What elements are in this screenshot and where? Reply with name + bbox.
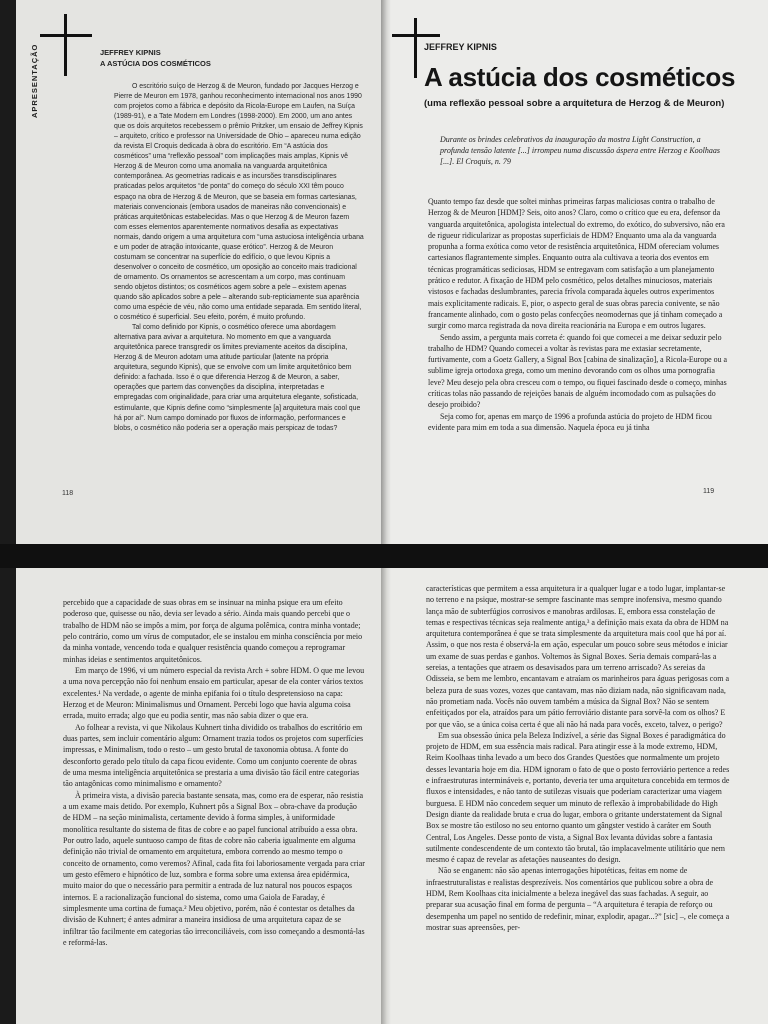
intro-text <box>114 82 364 434</box>
paragraph: À primeira vista, a divisão parecia bastante sensata, mas, como era de esperar, não resistia a um exame mais detido. Por exemplo, Kuhnert pôs a Signal Box – obra-chave da produção de HDM – na seção minimalista, certamente devido à forma simples, à uniformidade monolítica resultante do sistema de fitas de cobre e ao papel funcional atribuído a essa obra. Por outro lado, aquele suntuoso campo de fitas de cobre não caberia igualmente em alguma definição não trivial de ornamento em arquitetura, embora correndo ao mesmo tempo o conceito de ornamento, como veremos? Afinal, cada fita foi laboriosamente vergada para criar um gesto efêmero e hipnótico de luz, sombra e forma sobre uma extensa área epidérmica, muito maior do que o necessário para permitir a entrada de luz natural nos poucos espaços internos. E a racionalização funcional do sistema, como uma Gaiola de Faraday, é simplesmente uma cortina de fumaça.² Meu objetivo, porém, não é contestar os detalhes da divisão de Kuhnert; é antes admirar a maneira insidiosa de uma arquitetura capaz de se infiltrar tão facilmente em categorias tão irreconciliáveis, com isso começando a desmontá-las e reformá-las. <box>63 790 365 947</box>
paragraph: Em sua obsessão única pela Beleza Indizível, a série das Signal Boxes é paradigmática do projeto de HDM, em sua essência mais radical. Para atingir esse à la mode extremo, HDM, Reim Koolhaas tinha levado a um beco dos Grandes Questões que normalmente um projeto desses levantaria hoje em dia. HDM ignoram o fato de que o posto ferroviário pertence a redes e infraestruturas intermináveis e, portanto, deveria ter uma arquitetura concebida em termos de fluxos e intensidades, e não tanto de sutilezas visuais que poderiam caracterizar uma viagem burguesa. E HDM não concedem sequer um minuto de reflexão à improbabilidade do High Design diante da realidade bruta e crua do lugar, embora o gritante understatement da Signal Box se mostre tão estiloso no seu entorno quanto um gângster vestido à caráter em South Central, Los Angeles. Desse ponto de vista, a Signal Box levanta dúvidas sobre a fantasia sutilmente condescendente de um contexto tão brutal, tão implacavelmente utilitário que nem mesmo é capaz de revelar as afetações nauseantes do design. <box>426 730 730 865</box>
paragraph: percebido que a capacidade de suas obras em se insinuar na minha psique era um efeito poderoso que, quisesse ou não, devia ser levado a sério. Ainda mais quando percebi que o trabalho de HDM não se impôs a mim, por força de alguma polêmica, contra minha vontade; pelo contrário, como um vírus de computador, ele se instalou em minha consciência por meio da minha vontade, vencendo toda e qualquer resistência quando começou a reprogramar minhas ideias e sentimentos arquitetônicos. <box>63 598 363 664</box>
epigraph: Durante os brindes celebrativos da inauguração da mostra Light Construction, a profunda tensão latente [...] irrompeu numa discussão áspera entre Herzog e Koolhaas [...]. El Croquis, n. 79 <box>440 135 720 166</box>
cross-mark-right-bar <box>392 34 440 37</box>
author-heading: JEFFREY KIPNIS <box>424 42 497 52</box>
section-label: APRESENTAÇÃO <box>30 43 39 118</box>
paragraph: Em março de 1996, vi um número especial da revista Arch + sobre HDM. O que me levou a uma nova percepção não foi nenhum ensaio em particular, apesar de ela conter vários textos excelentes.¹ Na verdade, o agente de minha epifania foi o título despretensioso na capa: Herzog et de Meuron: Minimalismus und Ornament. Percebi logo que havia alguma coisa errada, muito errada; algo que eu podia sentir, mas não sabia dizer o que era. <box>63 665 365 721</box>
author-small: JEFFREY KIPNIS <box>100 48 161 57</box>
body-text-121 <box>426 583 730 933</box>
paragraph: Ao folhear a revista, vi que Nikolaus Kuhnert tinha dividido os trabalhos do escritório em duas partes, sem incluir comentário algum: Ornament trazia todos os projetos com superfícies impressas, e Minimalism, todo o resto – um gesto brutal de taxonomia obtusa. A fonte do desconforto gerado pelo título da capa ficou evidente. Como um conjunto coerente de obras de uma mesma inteligência arquitetônica se prestaria a uma divisão tão fácil entre categorias tão antagônicas como minimalismo e ornamento? <box>63 722 364 789</box>
intro-paragraph: O escritório suíço de Herzog & de Meuron, fundado por Jacques Herzog e Pierre de Meuron em 1978, ganhou reconhecimento internacional nos anos 1990 com projetos como a fábrica e depósito da Ricola-Europe em Laufen, na Suíça (1989-91), e a Tate Modern em Londres (1998-2000). Em 2000, um ano antes que os dois arquitetos recebessem o prêmio Pritzker, um ensaio de Jeffrey Kipnis – arquiteto, crítico e professor na Universidade de Ohio – apareceu numa edição da revista El Croquis dedicada à obra do escritório. Em “A astúcia dos cosméticos” uma “reflexão pessoal” com implicações mais amplas, Kipnis vê Herzog & de Meuron como uma anomalia na vanguarda arquitetônica contemporânea. As geometrias radicais e as incursões transdisciplinares praticadas pelos arquitetos “de ponta” do começo do século XXI têm pouco espaço na obra de Herzog & de Meuron, que se baseia em formas cartesianas, materiais convencionais (embora usados de maneiras não convencionais) e práticas arquitetônicas estabelecidas. Mas o que Herzog & de Meuron fazem com esses elementos aparentemente normativos desafia as expectativas normais, dando origem a uma arquitetura com “uma astuciosa inteligência urbana e um poder de atração intoxicante, quase erótico”. Herzog & de Meuron costumam se concentrar na superfície do edifício, o que levou Kipnis a desenvolver o conceito de cosmético, um oposição ao conceito mais tradicional de ornamento. Os ornamentos se acrescentam a um corpo, mas continuam sendo objetos distintos; os cosméticos agem sobre a pele – existem apenas quando são aplicados sobre a pele – alterando sub-repticiamente sua aparência como uma espécie de véu, não como uma entidade separada. Em sentido literal, o cosmético é superficial. Seu efeito, porém, é muito profundo. <box>114 83 364 322</box>
scan-separator <box>0 544 768 568</box>
paragraph: Quanto tempo faz desde que soltei minhas primeiras farpas maliciosas contra o trabalho de Herzog & de Meuron [HDM]? Seis, oito anos? Claro, como o crítico que eu era, defensor da vanguarda arquitetônica, apologista intelectual do extremo, do exótico, do subversivo, não era de rigueur ridicularizar as propostas superficiais de HDM? Enquanto uma ala da vanguarda propunha a forma exótica como vetor de resistência arquitetônica, HDM ofereciam volumes cartesianos flagrantemente simples. Enquanto outra ala cultivava a teoria dos eventos em técnicas programáticas sediciosas, HDM se entregavam com satisfação a um planejamento prático e redutor. A fixação de HDM pelo cosmético, pelos detalhes minuciosos, materiais vistosos e fachadas deslumbrantes, parecia frívola comparada àqueles outros experimentos mais explicitamente radicais. E, pior, o aspecto geral de suas obras parecia conivente, se não francamente alinhado, com o gosto pelas confecções neomodernas que já tinham começado a surgir como marca registrada da nova direita reacionária na Europa e em outros lugares. <box>428 197 725 331</box>
paragraph: características que permitem a essa arquitetura ir a qualquer lugar e a todo lugar, implantar-se no terreno e na psique, mostrar-se sempre fascinante mas sempre inofensiva, mesmo quando lança mão de subterfúgios corrosivos e manobras ardilosas. E, embora essa constelação de temas e respectivas técnicas seja realmente antiga,³ a definição mais exata da obra de HDM na arquitetura contemporânea é que se trata simplesmente da arquitetura mais cool que há por aí. Assim, o que nos resta é observá-la em ação, especular um pouco sobre seus métodos e iniciar um exame de suas perdas e ganhos. Voltemos às Signal Boxes. Seria demais compará-las a sereias, a tentações que atraem os desavisados para um terreno arriscado? As sereias da Odisseia, se bem me lembro, encantavam e atraíam os marinheiros para águas perigosas com a beleza pura de suas vozes, vozes que cantavam, mas não diziam nada, não significavam nada, não prometiam nada. Vocês não ouvem também a música da Signal Box? Não se sentem enfeitiçados por ela, atraídos para um pátio ferroviário distante para sorvê-la com os olhos? E por que vão, se a única coisa certa é que ali não há nada para vocês, exceto, talvez, o perigo? <box>426 584 729 729</box>
intro-paragraph: Tal como definido por Kipnis, o cosmético oferece uma abordagem alternativa para avivar a arquitetura. No momento em que a vanguarda arquitetônica parece transgredir os limites previamente aceitos da disciplina, Herzog & de Meuron adotam uma atitude particular (latente na própria arquitetura, segundo Kipnis), que se envolve com um limite arquitetônico bem definido: a fachada. Isso é o que diferencia Herzog & de Meuron, a saber, operações que partem das convenções da disciplina, interpretadas e empregadas com originalidade, para criar uma arquitetura elegante, sofisticada, estimulante, que Kipnis define como “simplesmente [a] arquitetura mais cool que há por aí”. Num campo dominado por fluxos de informação, performances e blobs, o cosmético não poderia ser a operação mais perspicaz de todas? <box>114 324 361 432</box>
cross-mark-left <box>64 14 67 76</box>
paragraph: Sendo assim, a pergunta mais correta é: quando foi que comecei a me deixar seduzir pelo trabalho de HDM? Quando comecei a voltar às revistas para me extasiar secretamente, furtivamente, com a Goetz Gallery, a Signal Box [cabina de sinalização], a Ricola-Europe ou a sublime igreja ortodoxa grega, como um menino devorando com os olhos uma pornografia leve? Meu desejo pela obra cresceu com o tempo, ou fiquei fascinado desde o começo, minhas críticas tolas não passando de rejeições banais de alguém incomodado com as pulsações do desejo proibido? <box>428 332 727 410</box>
body-text-120 <box>63 597 365 948</box>
body-text-119 <box>428 196 730 433</box>
paragraph: Não se enganem: não são apenas interrogações hipotéticas, feitas em nome de infraestruturalistas e realistas desprezíveis. Nos comentários que publicou sobre a obra de HDM, Rem Koolhaas cita inicialmente a beleza inegável das suas fachadas. A seguir, ao preparar sua acusação final em forma de pergunta – “A arquitetura é terapia de reforço ou desempenha um papel no sentido de redefinir, minar, explodir, apagar...?” [sic] –, ele começa a mostrar suas apreensões, per- <box>426 866 730 932</box>
chapter-title: A astúcia dos cosméticos <box>424 62 736 92</box>
book-gutter-bottom <box>381 568 391 1024</box>
chapter-subtitle: (uma reflexão pessoal sobre a arquitetura de Herzog & de Meuron) <box>424 98 725 109</box>
cross-mark-right <box>414 18 417 78</box>
page-number-119: 119 <box>703 488 715 495</box>
page-number-118: 118 <box>62 490 74 497</box>
cross-mark-left-bar <box>40 34 92 37</box>
title-small: A ASTÚCIA DOS COSMÉTICOS <box>100 59 211 68</box>
book-gutter-top <box>381 0 391 544</box>
paragraph: Seja como for, apenas em março de 1996 a profunda astúcia do projeto de HDM ficou evidente para mim em toda a sua dimensão. Naquela época eu já tinha <box>428 411 712 432</box>
